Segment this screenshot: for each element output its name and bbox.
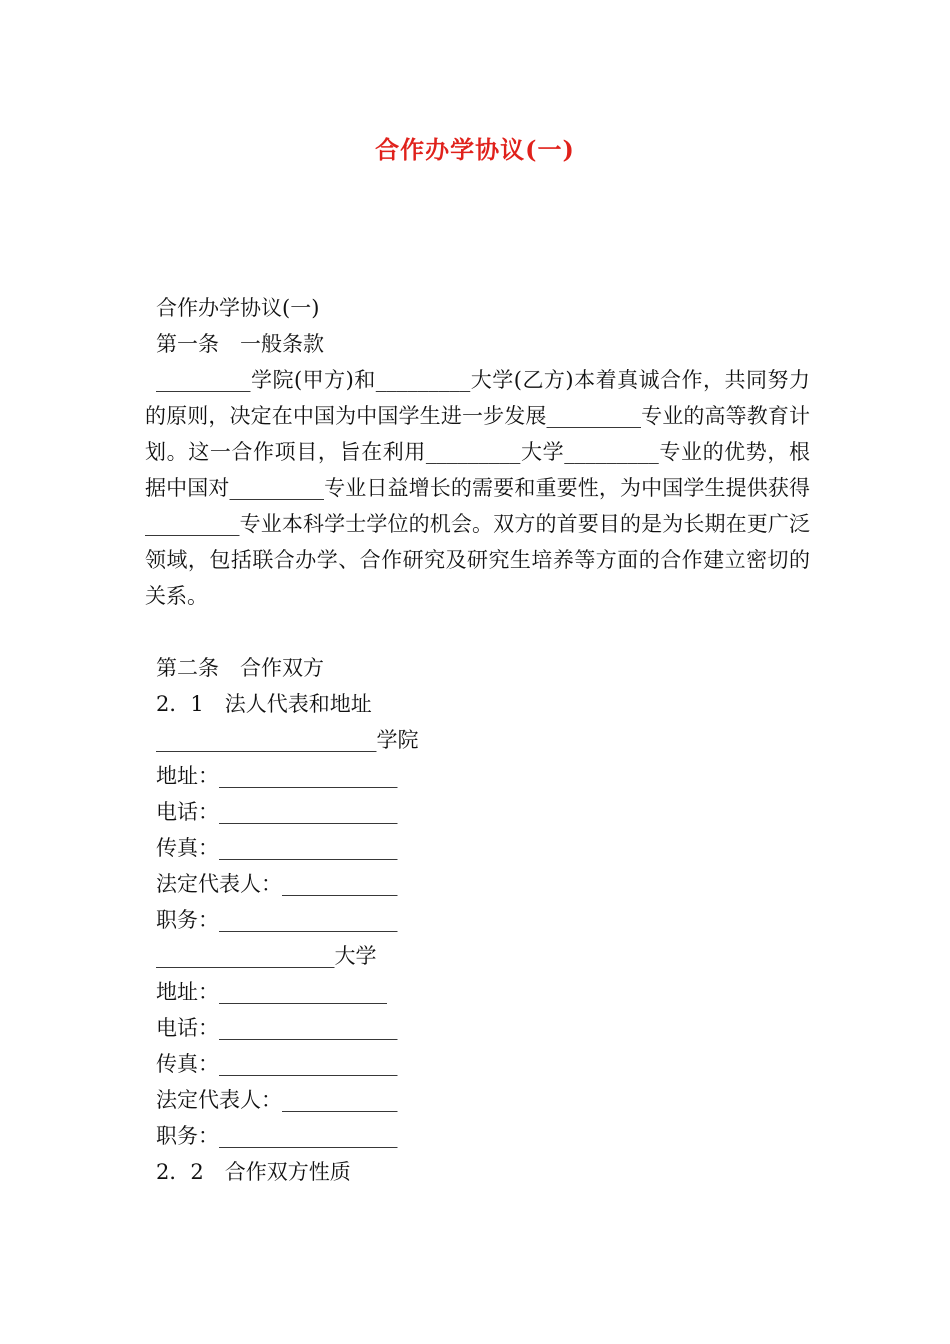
party-b-position: 职务：_________________ — [156, 1124, 398, 1148]
party-b-name-line: _________________大学 — [156, 944, 377, 968]
party-b-address: 地址：________________ — [156, 980, 387, 1004]
party-a-legal-rep: 法定代表人：___________ — [156, 872, 398, 896]
party-a-name-line: _____________________学院 — [156, 728, 419, 752]
article-1-paragraph: _________学院(甲方)和_________大学(乙方)本着真诚合作，共同努力的原则，决定在中国为中国学生进一步发展_________专业的高等教育计划。这一合作项目，旨在利用_________大学_________专业的优势，根据中国对_________专业日益增长的需要和重要性，为中国学生提供获得_________专业本科学士学位的机会。双方的首要目的是为长期在更广泛领域，包括联合办学、合作研究及研究生培养等方面的合作建立密切的关系。 — [145, 368, 810, 608]
party-b-legal-rep: 法定代表人：___________ — [156, 1088, 398, 1112]
document-title: 合作办学协议(一) — [375, 135, 575, 164]
document-body — [145, 290, 810, 1190]
article-1-title: 第一条 一般条款 — [156, 332, 324, 356]
party-b-phone: 电话：_________________ — [156, 1016, 398, 1040]
party-a-address: 地址：_________________ — [156, 764, 398, 788]
party-a-fax: 传真：_________________ — [156, 836, 398, 860]
section-2-1-title: 2．1 法人代表和地址 — [156, 692, 372, 716]
section-2-2-title: 2．2 合作双方性质 — [156, 1160, 351, 1184]
paragraph-gap — [145, 614, 810, 650]
party-a-position: 职务：_________________ — [156, 908, 398, 932]
article-2-title: 第二条 合作双方 — [156, 656, 324, 680]
party-b-fax: 传真：_________________ — [156, 1052, 398, 1076]
party-a-phone: 电话：_________________ — [156, 800, 398, 824]
body-heading: 合作办学协议(一) — [156, 296, 320, 320]
